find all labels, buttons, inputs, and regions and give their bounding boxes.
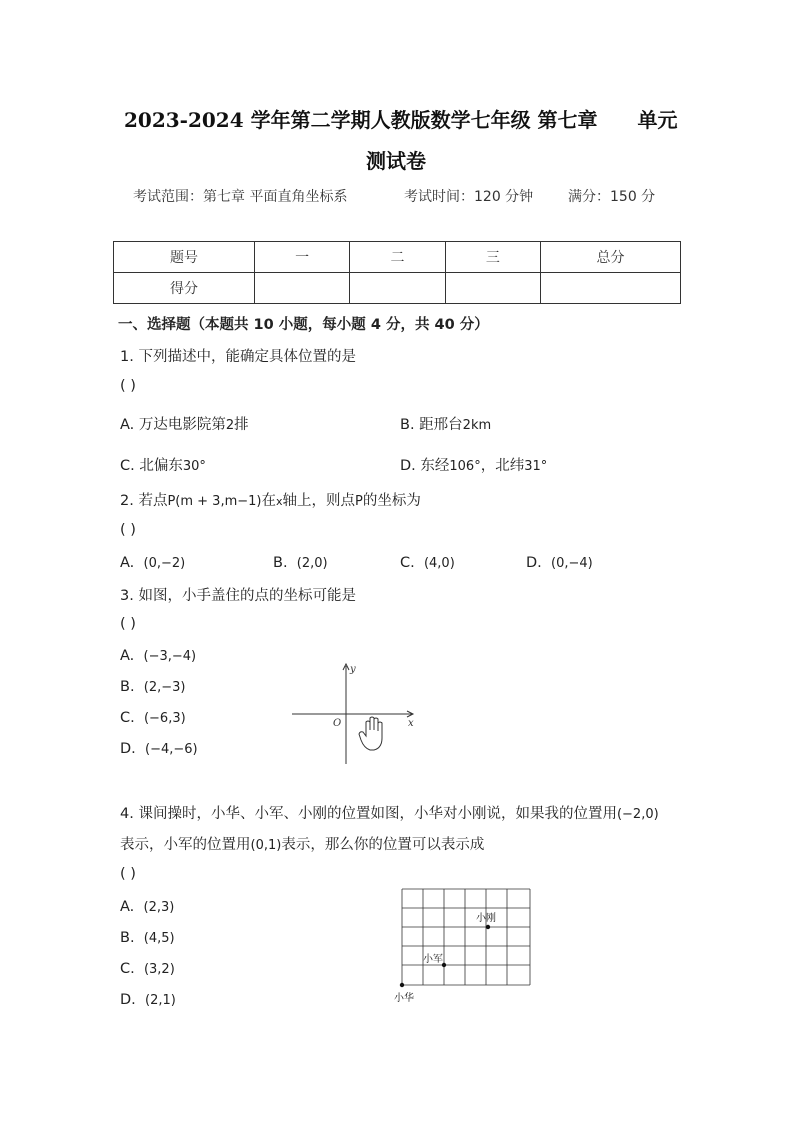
option-label: D. <box>526 555 542 571</box>
header-cell: 总分 <box>541 242 681 273</box>
score-cell[interactable] <box>541 273 681 304</box>
q4-stem-text: 表示，小军的位置用 <box>120 837 251 853</box>
q1-option-b[interactable] <box>400 413 491 434</box>
option-label: B. <box>120 679 135 695</box>
q1-option-a[interactable] <box>120 413 249 434</box>
option-label: C. <box>400 555 415 571</box>
header-cell: 一 <box>254 242 349 273</box>
option-value: (−6,3) <box>143 711 186 726</box>
grid-lines <box>402 889 530 985</box>
q2-point: P(m + 3,m−1) <box>167 494 262 509</box>
q2-p: P <box>355 494 363 509</box>
option-label: D. <box>400 458 416 474</box>
score-cell[interactable] <box>445 273 540 304</box>
q3-option-c[interactable] <box>120 710 186 726</box>
option-label: A. <box>120 899 135 915</box>
option-value: (2,0) <box>296 556 328 571</box>
option-text: 万达电影院第 <box>138 417 226 433</box>
option-label: D. <box>120 741 136 757</box>
q4-option-b[interactable] <box>120 930 175 946</box>
option-text: 北偏东 <box>139 458 183 474</box>
option-text: 距邢台 <box>419 417 463 433</box>
exam-time: 考试时间：120 分钟 <box>404 189 534 205</box>
option-text: ，北纬 <box>480 458 525 474</box>
q1-paren: ( ) <box>120 378 136 394</box>
x-axis-label: x <box>408 718 414 729</box>
option-value: (3,2) <box>143 962 175 977</box>
q2-stem <box>120 489 421 510</box>
q2-paren: ( ) <box>120 522 136 538</box>
q2-stem-text: 在 <box>261 493 276 509</box>
q4-option-d[interactable] <box>120 992 176 1008</box>
q1-option-c[interactable] <box>120 454 206 475</box>
q2-option-c[interactable] <box>400 555 455 571</box>
q4-option-a[interactable] <box>120 899 174 915</box>
score-cell[interactable] <box>254 273 349 304</box>
q4-coord: (0,1) <box>250 838 282 853</box>
option-label: B. <box>400 417 415 433</box>
score-row-label: 得分 <box>114 273 255 304</box>
score-table-header-row <box>114 242 681 273</box>
q1-option-d[interactable] <box>400 454 547 475</box>
header-cell: 三 <box>445 242 540 273</box>
q3-option-b[interactable] <box>120 679 186 695</box>
option-label: C. <box>120 710 135 726</box>
full-score: 满分：150 分 <box>568 189 656 205</box>
option-label: C. <box>120 458 135 474</box>
option-text: 东经 <box>420 458 450 474</box>
option-value: (0,−4) <box>551 556 593 571</box>
q2-stem-text: 的坐标为 <box>362 493 421 509</box>
q3-stem: 3. 如图，小手盖住的点的坐标可能是 <box>120 588 356 604</box>
xiaohua-point <box>400 983 404 987</box>
exam-range: 考试范围：第七章 平面直角坐标系 <box>133 189 348 205</box>
q3-option-d[interactable] <box>120 741 198 757</box>
q3-coordinate-figure <box>288 660 420 768</box>
option-value: (4,0) <box>423 556 455 571</box>
q4-coord: (−2,0) <box>616 807 659 822</box>
header-cell: 二 <box>350 242 445 273</box>
title-line-1: 2023-2024 学年第二学期人教版数学七年级 第七章 单元 <box>124 108 678 132</box>
option-math: 2km <box>462 418 492 433</box>
q4-stem-text: 表示，那么你的位置可以表示成 <box>281 837 485 853</box>
option-text: 排 <box>234 417 249 433</box>
header-cell: 题号 <box>114 242 255 273</box>
option-value: (4,5) <box>143 931 175 946</box>
q4-grid-figure <box>392 884 536 1006</box>
option-math: 30° <box>182 459 206 474</box>
q3-paren: ( ) <box>120 616 136 632</box>
option-value: (0,−2) <box>143 556 186 571</box>
xiaogang-point <box>486 925 490 929</box>
xiaogang-label: 小刚 <box>476 913 496 924</box>
q4-option-c[interactable] <box>120 961 175 977</box>
option-label: A. <box>120 555 135 571</box>
q3-option-a[interactable] <box>120 648 196 664</box>
option-value: (2,3) <box>143 900 175 915</box>
q4-stem-line2 <box>120 833 484 854</box>
q2-option-b[interactable] <box>273 555 328 571</box>
q4-stem-text: 4. 课间操时，小华、小军、小刚的位置如图，小华对小刚说，如果我的位置用 <box>120 806 617 822</box>
q2-stem-text: 2. 若点 <box>120 493 168 509</box>
option-math: 31° <box>524 459 548 474</box>
option-label: A. <box>120 648 135 664</box>
origin-label: O <box>333 718 342 729</box>
option-label: D. <box>120 992 136 1008</box>
option-value: (−3,−4) <box>143 649 197 664</box>
xiaohua-label: 小华 <box>394 993 414 1004</box>
option-label: B. <box>120 930 135 946</box>
option-math: 2 <box>225 418 235 433</box>
option-label: B. <box>273 555 288 571</box>
q2-option-a[interactable] <box>120 555 185 571</box>
hand-icon <box>359 717 382 750</box>
q2-axis: x <box>276 495 283 508</box>
option-value: (2,−3) <box>143 680 186 695</box>
q2-option-d[interactable] <box>526 555 593 571</box>
score-table <box>113 241 681 304</box>
option-value: (2,1) <box>145 993 176 1008</box>
option-math: 106° <box>449 459 481 474</box>
y-axis-label: y <box>350 664 356 675</box>
q1-stem: 1. 下列描述中，能确定具体位置的是 <box>120 349 356 365</box>
option-value: (−4,−6) <box>145 742 198 757</box>
score-table-score-row <box>114 273 681 304</box>
xiaojun-label: 小军 <box>423 954 443 965</box>
section-heading: 一、选择题（本题共 10 小题，每小题 4 分，共 40 分） <box>118 317 489 333</box>
q2-stem-text: 轴上，则点 <box>282 493 356 509</box>
option-label: C. <box>120 961 135 977</box>
score-cell[interactable] <box>350 273 445 304</box>
title-line-2: 测试卷 <box>366 149 426 173</box>
q4-stem-line1 <box>120 802 659 823</box>
option-label: A. <box>120 417 135 433</box>
q4-paren: ( ) <box>120 866 136 882</box>
